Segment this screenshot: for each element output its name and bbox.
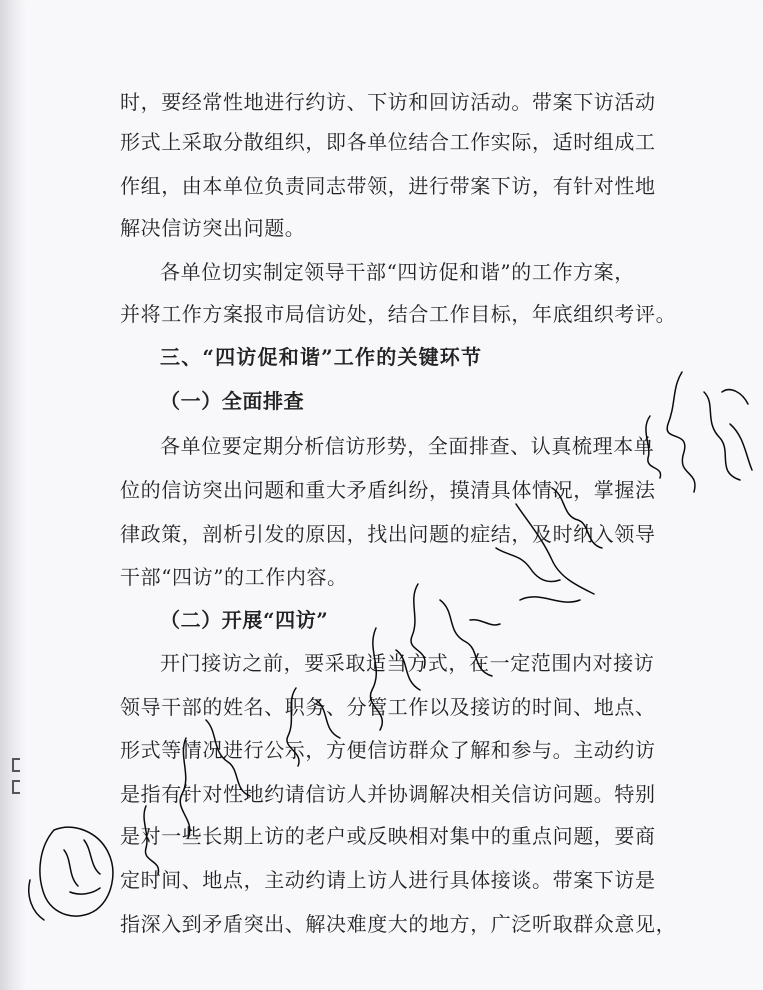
document-line: 形式等情况进行公示，方便信访群众了解和参与。主动约访 — [120, 738, 656, 762]
document-line: 是对一些长期上访的老户或反映相对集中的重点问题，要商 — [120, 824, 656, 848]
document-line: 律政策，剖析引发的原因，找出问题的症结，及时纳入领导 — [120, 522, 656, 546]
document-line: （二）开展“四访” — [160, 608, 329, 632]
staple-mark — [12, 780, 20, 794]
document-line: 解决信访突出问题。 — [120, 216, 306, 240]
document-line: 时，要经常性地进行约访、下访和回访活动。带案下访活动 — [120, 90, 656, 114]
document-line: （一）全面排查 — [160, 389, 305, 413]
document-line: 干部“四访”的工作内容。 — [120, 565, 348, 589]
document-line: 指深入到矛盾突出、解决难度大的地方，广泛听取群众意见， — [120, 912, 677, 936]
document-line: 作组，由本单位负责同志带领，进行带案下访，有针对性地 — [120, 174, 656, 198]
document-line: 各单位要定期分析信访形势，全面排查、认真梳理本单 — [160, 434, 655, 458]
document-line: 形式上采取分散组织，即各单位结合工作实际，适时组成工 — [120, 130, 656, 154]
staple-mark — [12, 758, 20, 772]
document-line: 并将工作方案报市局信访处，结合工作目标，年底组织考评。 — [120, 302, 677, 326]
document-line: 领导干部的姓名、职务、分管工作以及接访的时间、地点、 — [120, 695, 656, 719]
document-line: 定时间、地点，主动约请上访人进行具体接谈。带案下访是 — [120, 868, 656, 892]
document-line: 是指有针对性地约请信访人并协调解决相关信访问题。特别 — [120, 782, 656, 806]
document-line: 开门接访之前，要采取适当方式，在一定范围内对接访 — [160, 651, 655, 675]
binding-edge — [0, 0, 26, 990]
document-line: 各单位切实制定领导干部“四访促和谐”的工作方案， — [160, 260, 635, 284]
signature-left — [29, 827, 113, 920]
document-line: 位的信访突出问题和重大矛盾纠纷，摸清具体情况，掌握法 — [120, 478, 656, 502]
document-line: 三、“四访促和谐”工作的关键环节 — [160, 345, 483, 369]
